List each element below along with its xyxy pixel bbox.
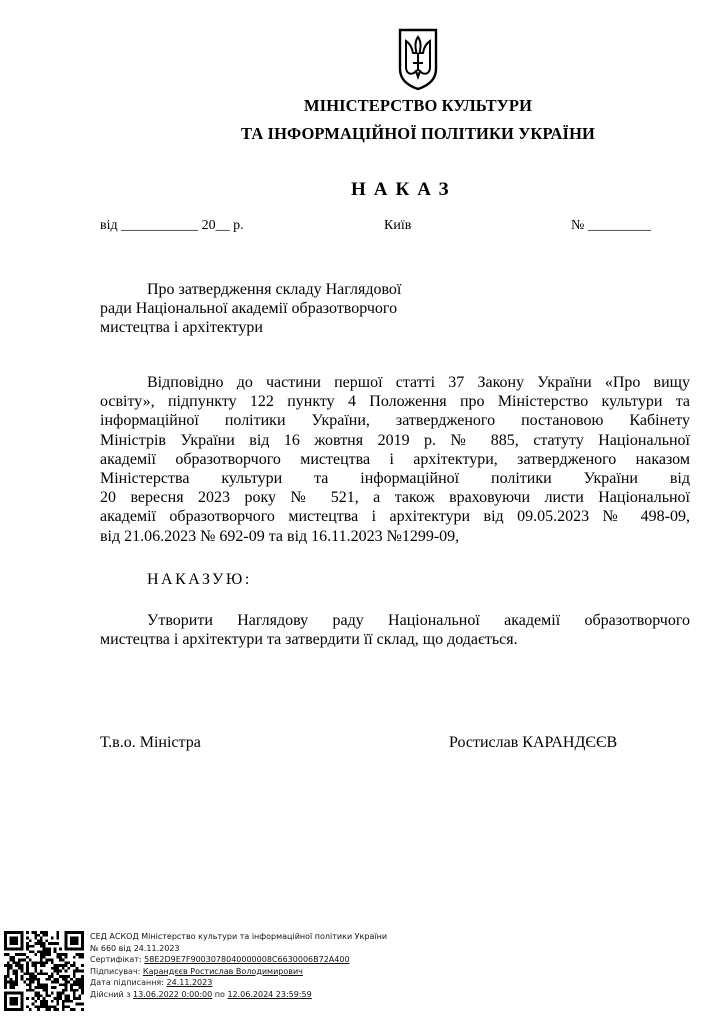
document-type-title: НАКАЗ	[351, 179, 457, 200]
preamble-line: Міністерства культури та інформаційної політики України від	[100, 470, 690, 488]
coat-of-arms-icon	[397, 27, 439, 91]
edoc-valid-from: 13.06.2022 0:00:00	[133, 989, 213, 999]
ministry-name-line2: ТА ІНФОРМАЦІЙНОЇ ПОЛІТИКИ УКРАЇНИ	[241, 124, 595, 143]
edoc-signer-value: Карандєєв Ростислав Володимирович	[142, 966, 303, 976]
order-number-line: № _________	[571, 218, 651, 233]
preamble-line: академії образотворчого мистецтва і архітектури, затвердженого наказом	[100, 450, 690, 468]
order-date-line: від ___________ 20__ р.	[100, 218, 244, 233]
resolution-line: мистецтва і архітектури та затвердити її склад, що додається.	[100, 631, 518, 649]
preamble-line: 20 вересня 2023 року № 521, а також враховуючи листи Національної	[100, 489, 690, 507]
subject-line: ради Національної академії образотворчого	[100, 300, 398, 317]
resolution-paragraph	[100, 611, 690, 649]
signatory-name: Ростислав КАРАНДЄЄВ	[449, 734, 618, 751]
edoc-signer-label: Підписувач:	[90, 966, 141, 976]
preamble-paragraph	[100, 373, 690, 546]
city-name: Київ	[384, 218, 412, 233]
edoc-cert-label: Сертифікат:	[90, 955, 142, 964]
preamble-line: академії образотворчого мистецтва і архітектури від 09.05.2023 № 498-09,	[100, 508, 690, 526]
preamble-line: Відповідно до частини першої статті 37 Закону України «Про вищу	[147, 374, 690, 391]
edoc-organization: Міністерство культури та інформаційної політики України	[141, 932, 388, 941]
preamble-line: освіту», підпункту 122 пункту 4 Положення про Міністерство культури та	[100, 393, 690, 411]
preamble-line: Міністрів України від 16 жовтня 2019 р. № 885, статуту Національної	[100, 431, 690, 449]
edoc-valid-to-label: по	[214, 989, 225, 999]
electronic-signature-stamp	[90, 931, 387, 1000]
ministry-name-line1: МІНІСТЕРСТВО КУЛЬТУРИ	[304, 96, 532, 115]
resolution-line: Утворити Наглядову раду Національної академії образотворчого	[147, 612, 690, 629]
edoc-valid-to: 12.06.2024 23:59:59	[227, 989, 312, 999]
edoc-sign-date-label: Дата підписання:	[90, 978, 164, 987]
signatory-role: Т.в.о. Міністра	[100, 734, 201, 751]
edoc-cert-value: 58E2D9E7F9003078040000008C6630006B72A400	[144, 955, 350, 964]
order-directive-word: НАКАЗУЮ:	[147, 571, 252, 588]
qr-code-icon	[4, 931, 84, 1011]
preamble-line: інформаційної політики України, затвердженого постановою Кабінету	[100, 412, 690, 430]
subject-line: мистецтва і архітектури	[100, 319, 263, 336]
preamble-line: від 21.06.2023 № 692-09 та від 16.11.2023 №1299-09,	[100, 527, 460, 545]
edoc-sign-date-value: 24.11.2023	[166, 978, 213, 987]
edoc-system: СЕД АСКОД	[90, 932, 139, 941]
edoc-valid-label: Дійсний з	[90, 989, 131, 999]
order-subject	[100, 280, 460, 337]
edoc-registration: № 660 від 24.11.2023	[90, 943, 180, 953]
subject-line: Про затвердження складу Наглядової	[147, 281, 402, 298]
